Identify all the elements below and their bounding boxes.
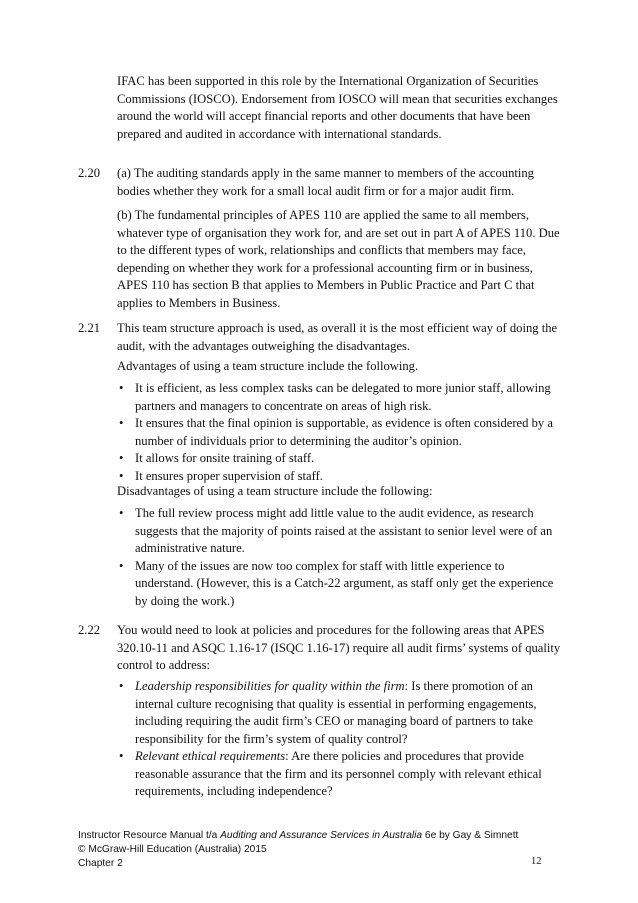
- quality-areas-list: [117, 678, 565, 801]
- section-2-21-intro: This team structure approach is used, as overall it is the most efficient way of doing the audit, with the advantages outweighing the disadvantages.: [117, 321, 558, 353]
- bullet-icon: •: [119, 749, 124, 763]
- list-item: • The full review process might add little value to the audit evidence, as research suggests that the majority of points raised at the assistant to senior level were of an administrative nature.: [119, 506, 553, 555]
- footer-copyright: © McGraw-Hill Education (Australia) 2015: [78, 844, 267, 855]
- list-item: • It allows for onsite training of staff.: [117, 450, 565, 468]
- footer-line-1: Instructor Resource Manual t/a Auditing and Assurance Services in Australia 6e by Gay & Simnett: [78, 830, 519, 841]
- page-number: 12: [531, 856, 542, 867]
- advantages-heading: Advantages of using a team structure include the following.: [117, 359, 419, 373]
- bullet-icon: •: [119, 468, 124, 483]
- list-item: • It ensures proper supervision of staff.: [117, 468, 565, 486]
- bullet-icon: •: [119, 451, 124, 465]
- section-2-20-part-b: (b) The fundamental principles of APES 110 are applied the same to all members, whatever type of organisation they work for, and are set out in part A of APES 110. Due to the different types of work, relationships and conflicts that members may face, depending on whether they work for a professional accounting firm or in business, APES 110 has section B that applies to Members in Public Practice and Part C that applies to Members in Business.: [117, 208, 560, 310]
- item-label: Leadership responsibilities for quality within the firm: [135, 679, 405, 693]
- advantages-list: [117, 380, 565, 485]
- list-item: • Relevant ethical requirements: Are there policies and procedures that provide reasonable assurance that the firm and its personnel comply with relevant ethical requirements, including independence?: [119, 749, 542, 798]
- section-2-20-part-a: (a) The auditing standards apply in the same manner to members of the accounting bodies whether they work for a small local audit firm or for a major audit firm.: [117, 166, 534, 198]
- list-item: • It ensures that the final opinion is supportable, as evidence is often considered by a number of individuals prior to determining the auditor’s opinion.: [119, 416, 553, 448]
- footer-chapter: Chapter 2: [78, 858, 123, 869]
- bullet-icon: •: [119, 416, 124, 430]
- list-item: • It is efficient, as less complex tasks can be delegated to more junior staff, allowing partners and managers to concentrate on areas of high risk.: [119, 381, 551, 413]
- item-label: Relevant ethical requirements: [135, 749, 286, 763]
- bullet-icon: •: [119, 679, 124, 693]
- bullet-icon: •: [119, 558, 124, 573]
- section-2-22-intro: You would need to look at policies and procedures for the following areas that APES 320.10-11 and ASQC 1.16-17 (ISQC 1.16-17) require all audit firms’ systems of quality control to address:: [117, 623, 561, 672]
- list-item: • Many of the issues are now too complex for staff with little experience to understand. (However, this is a Catch-22 argument, as staff only get the experience by doing the work.): [119, 558, 554, 608]
- bullet-icon: •: [119, 381, 124, 395]
- intro-paragraph: IFAC has been supported in this role by the International Organization of Securities Commissions (IOSCO). Endorsement from IOSCO will mean that securities exchanges around the world will accept financial reports and other documents that have been prepared and audited in accordance with international standards.: [117, 74, 558, 141]
- section-number-2-21: 2.21: [78, 321, 101, 335]
- disadvantages-list: [117, 505, 565, 610]
- section-number-2-22: 2.22: [78, 623, 101, 637]
- list-item: • Leadership responsibilities for quality within the firm: Is there promotion of an internal culture recognising that quality is essential in performing engagements, including requiring the audit firm’s CEO or managing board of partners to take responsibility for the firm’s system of quality control?: [119, 679, 537, 746]
- section-number-2-20: 2.20: [78, 166, 101, 180]
- bullet-icon: •: [119, 506, 124, 520]
- disadvantages-heading: Disadvantages of using a team structure include the following:: [117, 484, 433, 498]
